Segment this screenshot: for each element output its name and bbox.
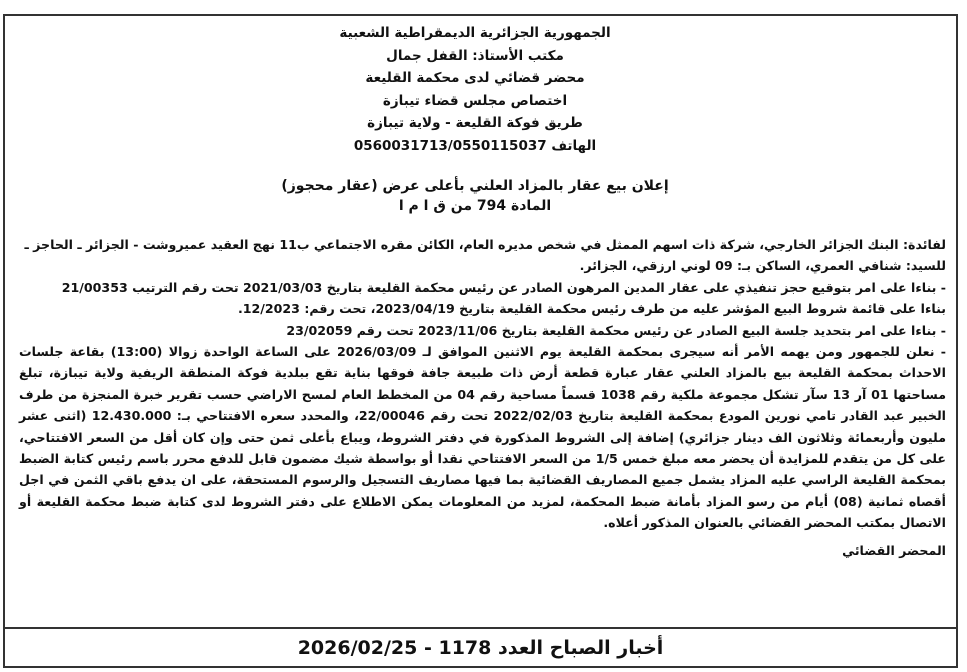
notice-header	[5, 22, 945, 157]
header-line-bailiff: محضر قضائي لدى محكمة القليعة	[365, 70, 585, 86]
notice-body	[19, 234, 946, 561]
header-line-address: طريق فوكة القليعة - ولاية تيبازة	[367, 115, 583, 131]
notice-title: إعلان بيع عقار بالمزاد العلني بأعلى عرض (عقار محجوز)	[281, 178, 669, 194]
beneficiary-paragraph: لفائدة: البنك الجزائر الخارجي، شركة ذات اسهم الممثل في شخص مديره العام، الكائن مقره الاجتماعي ب11 نهج العقيد عميروشت - الجزائر ـ الحاجز ـ	[24, 237, 946, 252]
notice-title-block	[5, 176, 945, 216]
signature: المحضر القضائي	[842, 542, 946, 558]
notice-frame	[3, 14, 958, 668]
header-line-office: مكتب الأستاذ: القفل جمال	[386, 47, 564, 64]
debtor-paragraph: للسيد: شنافي العمري، الساكن بـ: 09 لوني ارزقي، الجزائر.	[579, 258, 946, 274]
seizure-order-paragraph: - بناءا على امر بتوقيع حجز تنفيذي على عقار المدين المرهون الصادر عن رئيس محكمة القليعة بتاريخ 2021/03/03 تحت رقم الترتيب 21/00353	[61, 279, 946, 295]
header-line-republic: الجمهورية الجزائرية الديمقراطية الشعبية	[339, 25, 611, 41]
notice-subtitle: المادة 794 من ق ا م ا	[398, 198, 552, 214]
header-line-phone: الهاتف 0560031713/0550115037	[353, 137, 597, 154]
sale-conditions-paragraph: بناءا على قائمة شروط البيع المؤشر عليه من طرف رئيس محكمة القليعة بتاريخ 2023/04/19، تحت رقم: 12/2023.	[237, 301, 946, 317]
session-order-paragraph: - بناءا على امر بتحديد جلسة البيع الصادر عن رئيس محكمة القليعة بتاريخ 2023/11/06 تحت رقم 23/02059	[286, 322, 946, 338]
auction-details-paragraph: - نعلن للجمهور ومن يهمه الأمر أنه سيجرى بمحكمة القليعة يوم الاثنين الموافق لـ 2026/03/09 على الساعة الواحدة زوالا (13:00) بقاعة جلسات الاحداث بمحكمة القليعة بيع بالمزاد العلني عقار عبارة قطعة أرض ذات طبيعة جافة فوقها بناية تقع ببلدية فوكة المنطقة الريفية ولاية تيبازة، تبلغ مساحتها 01 آر 13 سآر تشكل مجموعة ملكية رقم 1038 قسماً مساحية رقم 04 من المخطط العام لمسح الاراضي حسب تقرير خبرة المنجزة من طرف الخبير عبد القادر تامي نورين المودع بمحكمة القليعة بتاريخ 2022/02/03 تحت رقم 22/00046، والمحدد سعره الافتتاحي بـ: 12.430.000 (اثنى عشر مليون وأربعمائة وثلاثون الف دينار جزائري) إضافة إلى الشروط المذكورة في دفتر الشروط، ويباع بأعلى ثمن حتى وإن كان أقل من السعر الافتتاحي، على كل من يتقدم للمزايدة أن يحضر معه مبلغ خمس 1/5 من السعر الافتتاحي نقدا أو بواسطة شيك مضمون قابل للدفع محرر باسم رئيس كتابة الضبط بمحكمة القليعة الراسي عليه المزاد يشمل جميع المصاريف القضائية بما فيها مصاريف التسجيل والرسوم المستحقة، على ان يدفع باقي الثمن في اجل أقصاه ثمانية (08) أيام من رسو المزاد بأمانة ضبط المحكمة، لمزيد من المعلومات يمكن الاطلاع على دفتر الشروط لدى كتابة ضبط محكمة القليعة أو الاتصال بمكتب المحضر القضائي بالعنوان المذكور أعلاه.	[19, 344, 947, 531]
header-line-jurisdiction: اختصاص مجلس قضاء تيبازة	[382, 92, 568, 109]
footer-divider	[5, 627, 956, 629]
publication-footer: أخبار الصباح العدد 1178 - 2026/02/25	[297, 637, 664, 659]
